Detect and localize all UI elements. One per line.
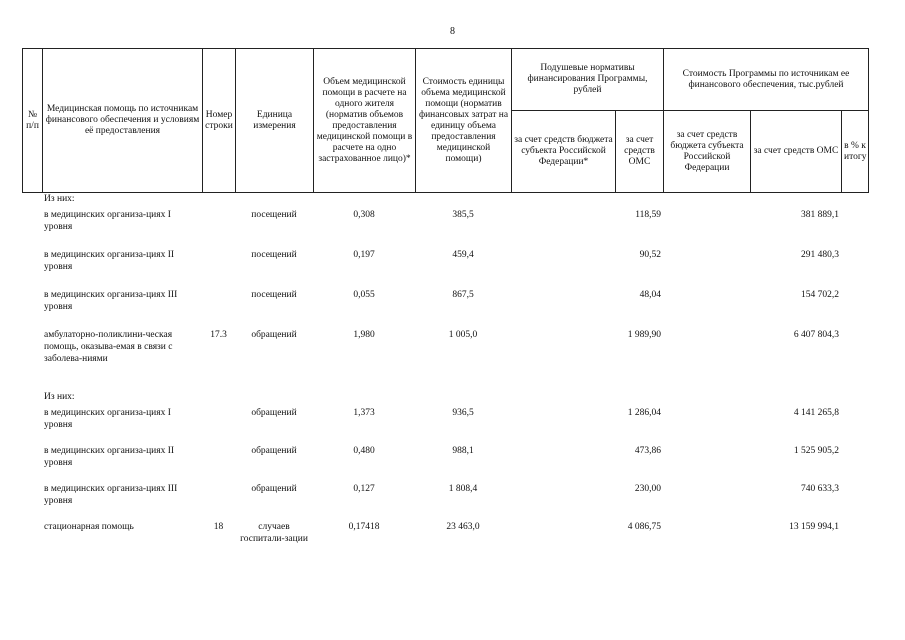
row-unit: случаев госпитали-зации <box>240 522 308 544</box>
row-number: 18 <box>213 522 224 532</box>
row-volume: 0,17418 <box>348 522 380 532</box>
row-name: в медицинских организа-циях III уровня <box>44 290 178 312</box>
row-per-capita-oms: 1 286,04 <box>627 408 661 418</box>
row-program-oms: 1 525 905,2 <box>793 446 839 456</box>
row-cost: 23 463,0 <box>446 522 480 532</box>
header-program-pct: в % к итогу <box>842 111 869 193</box>
table-row <box>22 329 868 391</box>
row-unit: обращений <box>251 330 297 340</box>
row-name: в медицинских организа-циях I уровня <box>44 408 171 430</box>
row-volume: 0,127 <box>353 484 375 494</box>
row-number <box>202 209 235 249</box>
table-row <box>22 249 868 289</box>
table-row <box>22 193 868 209</box>
row-volume: 0,480 <box>353 446 375 456</box>
table-header <box>22 48 869 193</box>
row-unit: посещений <box>251 210 297 220</box>
row-volume: 0,308 <box>353 210 375 220</box>
row-cost: 1 808,4 <box>448 484 478 494</box>
row-name: стационарная помощь <box>44 522 134 532</box>
table-body <box>22 193 868 561</box>
row-name: в медицинских организа-циях III уровня <box>44 484 178 506</box>
table-row <box>22 209 868 249</box>
header-cost: Стоимость единицы объема медицинской помощи (норматив финансовых затрат на единицу объема предоставления медицинской помощи) <box>416 49 512 193</box>
table-row <box>22 407 868 445</box>
row-volume: 0,197 <box>353 250 375 260</box>
row-cost: 1 005,0 <box>448 330 478 340</box>
header-per-capita-budget: за счет средств бюджета субъекта Российской Федерации* <box>512 111 616 193</box>
row-volume: 1,373 <box>353 408 375 418</box>
row-name: в медицинских организа-циях I уровня <box>44 210 171 232</box>
row-per-capita-oms: 4 086,75 <box>627 522 661 532</box>
row-cost: 936,5 <box>452 408 474 418</box>
row-program-oms: 13 159 994,1 <box>789 522 839 532</box>
table-row <box>22 483 868 521</box>
row-name: Из них: <box>44 194 75 204</box>
header-per-capita-oms: за счет средств ОМС <box>616 111 664 193</box>
row-per-capita-oms: 473,86 <box>634 446 661 456</box>
row-name: амбулаторно-поликлини-ческая помощь, оказыва-емая в связи с заболева-ниями <box>44 330 173 364</box>
header-per-capita: Подушевые нормативы финансирования Программы, рублей <box>512 49 664 111</box>
row-per-capita-oms: 48,04 <box>639 290 661 300</box>
row-unit: обращений <box>251 408 297 418</box>
row-volume: 1,980 <box>353 330 375 340</box>
row-number <box>202 483 235 521</box>
header-program-oms: за счет средств ОМС <box>751 111 842 193</box>
header-program-budget: за счет средств бюджета субъекта Российской Федерации <box>664 111 751 193</box>
row-number: 17.3 <box>210 330 227 340</box>
row-program-oms: 4 141 265,8 <box>793 408 839 418</box>
header-name: Медицинская помощь по источникам финансового обеспечения и условиям её предоставления <box>43 49 203 193</box>
row-cost: 867,5 <box>452 290 474 300</box>
row-program-oms: 6 407 804,3 <box>793 330 839 340</box>
row-volume: 0,055 <box>353 290 375 300</box>
table-row <box>22 391 868 407</box>
row-number <box>202 407 235 445</box>
row-unit: обращений <box>251 484 297 494</box>
header-num: № п/п <box>23 49 43 193</box>
header-program-cost: Стоимость Программы по источникам ее финансового обеспечения, тыс.рублей <box>664 49 869 111</box>
row-number <box>202 249 235 289</box>
row-name: в медицинских организа-циях II уровня <box>44 446 175 468</box>
row-cost: 988,1 <box>452 446 474 456</box>
row-per-capita-oms: 118,59 <box>635 210 661 220</box>
row-name: в медицинских организа-циях II уровня <box>44 250 175 272</box>
row-unit: обращений <box>251 446 297 456</box>
row-unit: посещений <box>251 250 297 260</box>
row-name: Из них: <box>44 392 75 402</box>
document-sheet <box>22 48 868 561</box>
header-unit: Единица измерения <box>236 49 314 193</box>
row-program-oms: 381 889,1 <box>801 210 839 220</box>
table-row <box>22 521 868 561</box>
header-volume: Объем медицинской помощи в расчете на одного жителя (норматив объемов предоставления медицинской помощи в расчете на одно застрахованное лицо)* <box>314 49 416 193</box>
row-program-oms: 740 633,3 <box>801 484 839 494</box>
row-per-capita-oms: 1 989,90 <box>627 330 661 340</box>
row-cost: 385,5 <box>452 210 474 220</box>
table-row <box>22 445 868 483</box>
page-number: 8 <box>450 26 455 37</box>
row-program-oms: 291 480,3 <box>801 250 839 260</box>
row-program-oms: 154 702,2 <box>801 290 839 300</box>
row-number <box>202 445 235 483</box>
row-number <box>202 289 235 329</box>
row-unit: посещений <box>251 290 297 300</box>
row-cost: 459,4 <box>452 250 474 260</box>
row-per-capita-oms: 230,00 <box>634 484 661 494</box>
row-per-capita-oms: 90,52 <box>639 250 661 260</box>
header-row-num: Номер строки <box>203 49 236 193</box>
table-row <box>22 289 868 329</box>
